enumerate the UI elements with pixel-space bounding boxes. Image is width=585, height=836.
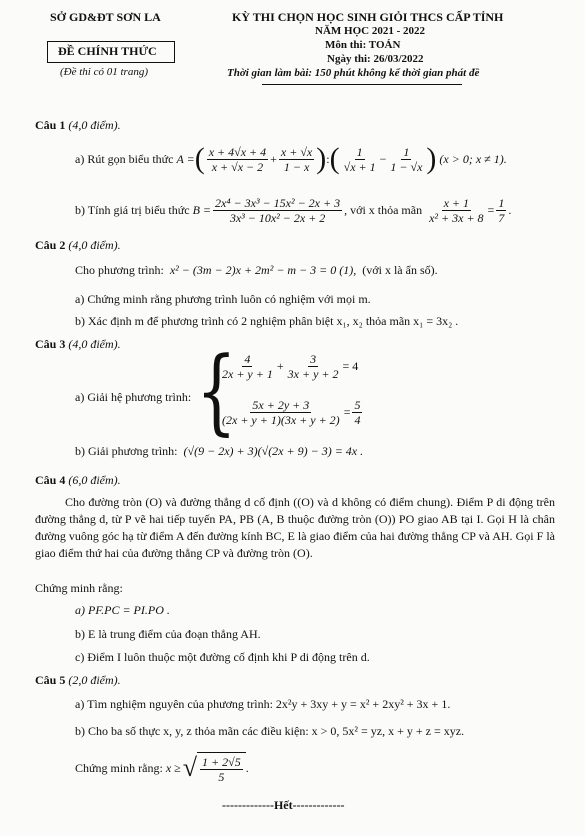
q1b-fraction-B: $\frac{\text{2x⁴ − 3x³ − 15x² − 2x + 3}}{\text{3x³ − 10x² − 2x + 2}}$ — [215, 196, 341, 225]
q5-radical: $\frac{1 + 2√5}{5}$ — [197, 752, 246, 784]
q2-equation-line: Cho phương trình: x² − (3m − 2)x + 2m² − m − 3 = 0 (1), (với x là ẩn số). — [75, 263, 438, 277]
q3b-line: b) Giải phương trình: (√(9 − 2x) + 3)(√(2x + 9) − 3) = 4x . — [75, 444, 364, 458]
system-brace: { — [196, 338, 237, 447]
q4-prove-label: Chứng minh rằng: — [35, 581, 123, 595]
q2-heading: Câu 2 (4,0 điểm). — [35, 238, 121, 252]
q3a-label: a) Giải hệ phương trình: — [75, 390, 192, 404]
q3a-equation-1: $\frac{4}{2x + y + 1}$ + $\frac{3}{3x + y + 2}$ = 4 — [222, 352, 359, 381]
department-name: SỞ GD&ĐT SƠN LA — [50, 10, 161, 24]
q4b-text: b) E là trung điểm của đoạn thẳng AH. — [75, 627, 261, 641]
q1a-fraction-1: $\frac{x + 4√x + 4}{x + √x - 2}$ — [208, 144, 267, 174]
exam-date: Ngày thi: 26/03/2022 — [327, 53, 424, 65]
q5a-text: a) Tìm nghiệm nguyên của phương trình: 2x²y + 3xy + y = x² + 2xy² + 3x + 1. — [75, 697, 451, 711]
q1-heading: Câu 1 (4,0 điểm). — [35, 118, 121, 132]
q1b-condition-rhs: $\frac{1}{7}$ — [498, 196, 505, 225]
end-mark: -------------Hết------------- — [222, 798, 345, 812]
q1b-expression: b) Tính giá trị biểu thức B = $\frac{\text{2x⁴ − 3x³ − 15x² − 2x + 3}}{\text{3x³ − 10x² − 2x + 2}}$ , với x thỏa mãn $\frac{x + 1}{\text{x² + 3x + 8}}$ = $\frac{1}{7}$ . — [75, 196, 512, 225]
q1a-fraction-4: $\frac{1}{1 - √x}$ — [390, 144, 423, 174]
q1a-fraction-3: $\frac{1}{√x + 1}$ — [343, 144, 376, 174]
q5b-prove-line: Chứng minh rằng: x ≥ √ $\frac{1 + 2√5}{5}$ . — [75, 753, 249, 784]
q4-paragraph: Cho đường tròn (O) và đường thẳng d cố định ((O) và d không có điểm chung). Điểm P di động trên đường thẳng d, từ P vẽ hai tiếp tuyến PA, PB (A, B thuộc đường tròn (O)) PO giao AB tại I. Gọi H là chân đường vuông góc hạ từ điểm A đến đường kính BC, E là giao điểm của hai đường thẳng CP và AH. Gọi F là giao điểm thứ hai của đường thẳng CP và đường tròn (O). — [35, 495, 555, 560]
q5b-text: b) Cho ba số thực x, y, z thỏa mãn các điều kiện: x > 0, 5x² = yz, x + y + z = xyz. — [75, 724, 465, 738]
header-divider — [262, 84, 462, 85]
q2b-text: b) Xác định m để phương trình có 2 nghiệm phân biệt x₁, x₂ thỏa mãn x₁ = 3x₂ . — [75, 314, 459, 328]
duration: Thời gian làm bài: 150 phút không kể thời gian phát đề — [227, 67, 480, 79]
q4a-text: a) PF.PC = PI.PO . — [75, 603, 170, 617]
official-label: ĐỀ CHÍNH THỨC — [58, 44, 157, 58]
pages-note: (Đề thi có 01 trang) — [60, 66, 148, 78]
q4c-text: c) Điểm I luôn thuộc một đường cố định khi P di động trên d. — [75, 650, 370, 664]
school-year: NĂM HỌC 2021 - 2022 — [315, 25, 425, 37]
q1a-fraction-2: $\frac{x + √x}{1 - x}$ — [280, 144, 313, 174]
exam-title: KỲ THI CHỌN HỌC SINH GIỎI THCS CẤP TỈNH — [232, 10, 504, 24]
q1b-condition-fraction: $\frac{x + 1}{\text{x² + 3x + 8}}$ — [429, 196, 484, 225]
q3a-equation-2: $\frac{5x + 2y + 3}{(2x + y + 1)(3x + y + 2)}$ = $\frac{5}{4}$ — [222, 398, 361, 427]
subject: Môn thi: TOÁN — [325, 39, 401, 51]
q2a-text: a) Chứng minh rằng phương trình luôn có nghiệm với mọi m. — [75, 292, 371, 306]
q3-heading: Câu 3 (4,0 điểm). — [35, 337, 121, 351]
q1a-expression: a) Rút gọn biểu thức A = ( $\frac{x + 4√x + 4}{x + √x - 2}$ + $\frac{x + √x}{1 - x}$ ) : ( $\frac{1}{√x + 1}$ − $\frac{1}{1 - √x}$ ) (x > 0; x ≠ 1). — [75, 142, 507, 175]
q4-heading: Câu 4 (6,0 điểm). — [35, 473, 121, 487]
q5-heading: Câu 5 (2,0 điểm). — [35, 673, 121, 687]
